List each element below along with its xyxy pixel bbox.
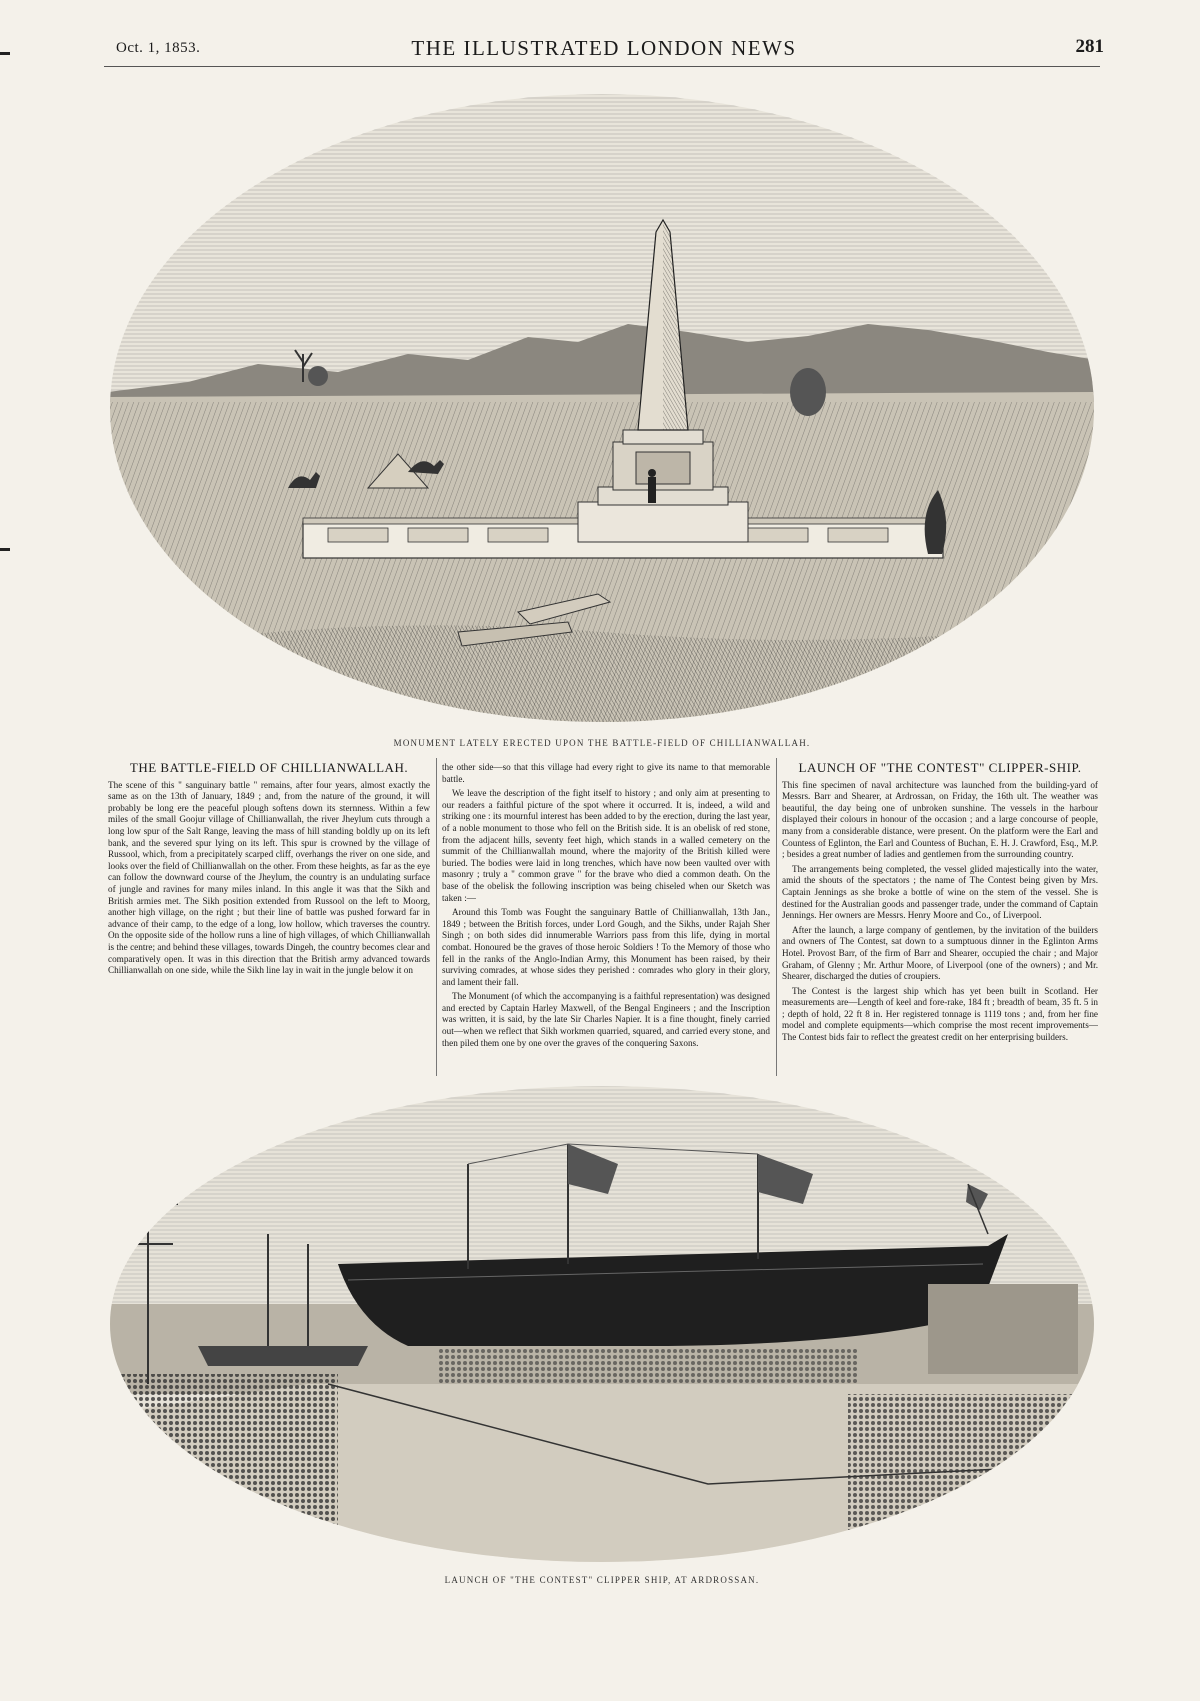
article-paragraph: After the launch, a large company of gentlemen, by the invitation of the builders and owners of The Contest, sat down to a sumptuous dinner in the Eglinton Arms Hotel. Provost Barr, of the firm of Barr and Shearer, occupied the chair ; and Major Graham, of Glenny ; Mr. Arthur Moore, of Liverpool (one of the owners) ; and Mr. Shearer, discharged the duties of croupiers. (782, 924, 1098, 982)
inscription-paragraph: Around this Tomb was Fought the sanguinary Battle of Chillianwallah, 13th Jan., 1849 ; between the British forces, under Lord Gough, and the Sikhs, under Rajah Sher Singh ; on both sides did innumerable Warriors pass from this life, dying in mortal combat. Honoured be the graves of those heroic Soldiers ! To the Memory of those who fell in the ranks of the Anglo-Indian Army, this Monument has been raised, by their surviving comrades, at whose sides they perished : comrades who glory in their glory, and lament their fall. (442, 907, 770, 987)
binding-mark (0, 548, 10, 551)
masthead (104, 32, 1104, 62)
monument-engraving (108, 92, 1096, 724)
article-column-1 (108, 762, 430, 980)
ship-launch-caption: LAUNCH OF "THE CONTEST" CLIPPER SHIP, AT ARDROSSAN. (444, 1575, 760, 1585)
article-column-3 (782, 762, 1098, 1047)
article-paragraph: The scene of this " sanguinary battle " remains, after four years, almost exactly the same as on the 13th of January, 1849 ; and, from the nature of the ground, it will probably be long ere the peaceful plough softens down its sternness. Within a few miles of the small Goojur village of Chillianwallah, the river Jheylum cuts through a long low spur of the Salt Range, leaving the mass of hill standing boldly up on its left bank, and the severed spur lying on its left. This spur is crowned by the village of Russool, which, from a precipitately scarped cliff, overhangs the river on one side, and looks over the field of Chillianwallah on the other. From these heights, as far as the eye can follow the downward course of the Jheylum, the country is an undulating surface of jungle and ravines for many miles inland. In this angle it was that the Sikh and British armies met. The Sikh position extended from Russool on the left to Moorg, another high village, on the right ; but their line of battle was pushed forward far in advance of their camp, to the edge of a long, low hollow, which traverses the country. On the opposite side of the hollow runs a line of high villages, of which Chillianwallah is the centre; and behind these villages, towards Dingeh, the country becomes clear and comparatively open. It was in this direction that the British army advanced towards Chillianwallah on one side, while the Sikh line lay in wait in the jungle below it on (108, 779, 430, 976)
article-column-2 (442, 762, 770, 1052)
column-rule (436, 758, 437, 1076)
issue-date: Oct. 1, 1853. (116, 40, 201, 56)
article-paragraph: We leave the description of the fight itself to history ; and only aim at presenting to our readers a faithful picture of the spot where it occurred. It is, indeed, a wild and striking one : its mournful interest has been added to by the erection, during the last year, of a noble monument to those who fell on the British side. It is an obelisk of red stone, from the adjacent hills, seventy feet high, which stands in a walled cemetery on the summit of the Chillianwallah mound, where the majority of the British killed were buried. The bodies were laid in long trenches, which have now been vaulted over with masonry ; truly a " common grave " for the brave who died a common death. On the base of the obelisk the following inscription was being chiseled when our Sketch was taken :— (442, 788, 770, 903)
article-paragraph: the other side—so that this village had every right to give its name to that memorable battle. (442, 762, 770, 784)
article-paragraph: This fine specimen of naval architecture was launched from the building-yard of Messrs. Barr and Shearer, at Ardrossan, on Friday, the 16th ult. The weather was beautiful, the day being one of unbroken sunshine. The vessels in the harbour displayed their colours in honour of the occasion ; and a large concourse of people, many from a considerable distance, were present. On the platform were the Earl and Countess of Eglinton, the Earl and Countess of Buchan, E. H. J. Crawford, Esq., M.P. ; besides a great number of ladies and gentlemen from the surrounding country. (782, 779, 1098, 860)
ship-launch-engraving (108, 1084, 1096, 1564)
publication-title: THE ILLUSTRATED LONDON NEWS (411, 36, 797, 60)
monument-caption: MONUMENT LATELY ERECTED UPON THE BATTLE-FIELD OF CHILLIANWALLAH. (393, 738, 811, 748)
article-paragraph: The Contest is the largest ship which has yet been built in Scotland. Her measurements are—Length of keel and fore-rake, 184 ft ; breadth of beam, 35 ft. 5 in ; depth of hold, 22 ft 8 in. Her registered tonnage is 1119 tons ; and, from her fine model and complete equipments—which comprise the most recent improvements—The Contest bids fair to reflect the greatest credit on her enterprising builders. (782, 985, 1098, 1043)
page-number: 281 (1075, 36, 1104, 57)
headline-contest-launch: LAUNCH OF "THE CONTEST" CLIPPER-SHIP. (798, 760, 1082, 775)
masthead-rule (104, 66, 1100, 67)
article-paragraph: The Monument (of which the accompanying is a faithful representation) was designed and erected by Captain Harley Maxwell, of the Bengal Engineers ; and the Inscription was written, it is said, by the late Sir Charles Napier. It is a fine thought, finely carried out—when we reflect that Sikh workmen quarried, squared, and carried every stone, and then piled them one by one over the graves of the conquering Saxons. (442, 991, 770, 1048)
binding-mark (0, 52, 10, 55)
article-paragraph: The arrangements being completed, the vessel glided majestically into the water, amid the shouts of the spectators ; the name of The Contest being given by Mrs. Captain Jennings as she broke a bottle of wine on the stem of the vessel. She is destined for the Australian goods and passenger trade, under the command of Captain Jennings. Her owners are Messrs. Henry Moore and Co., of Liverpool. (782, 863, 1098, 921)
headline-chillianwallah: THE BATTLE-FIELD OF CHILLIANWALLAH. (129, 760, 409, 775)
column-rule (776, 758, 777, 1076)
